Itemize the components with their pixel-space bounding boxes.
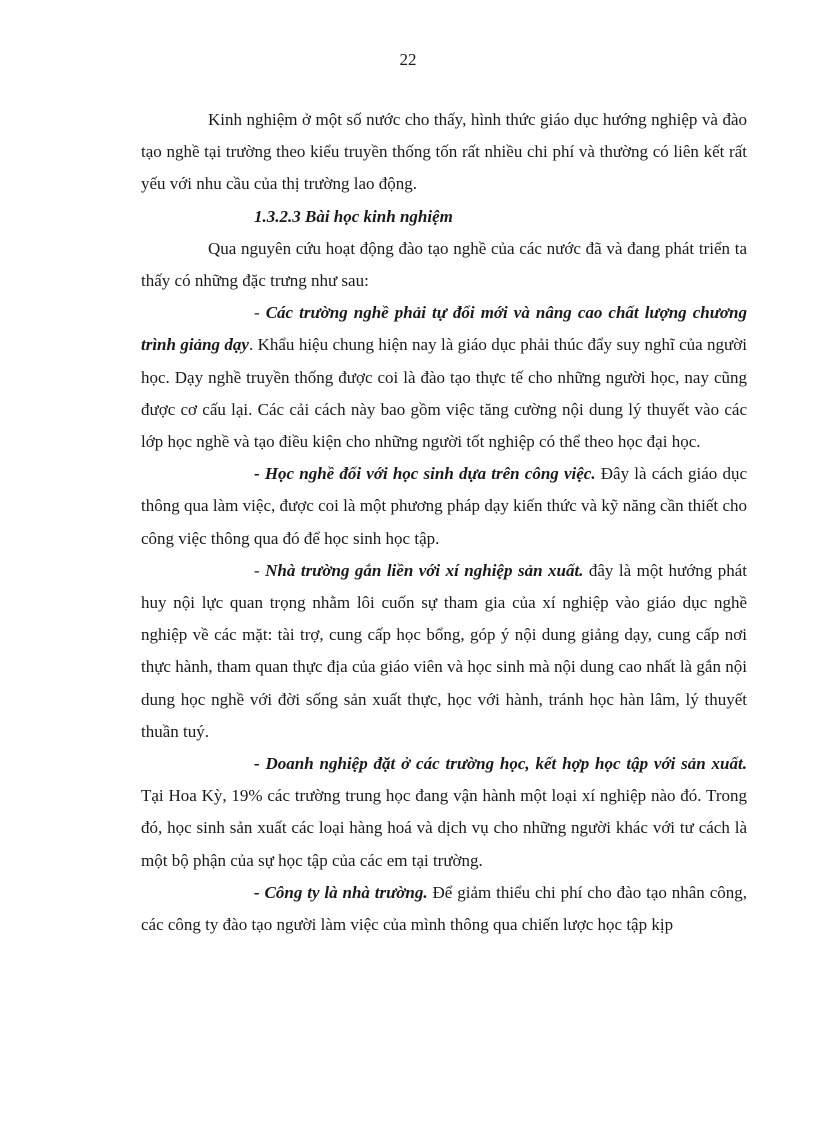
overview-paragraph: Qua nguyên cứu hoạt động đào tạo nghề của các nước đã và đang phát triển ta thấy có những đặc trưng như sau: (141, 238, 747, 291)
section-heading-text: 1.3.2.3 Bài học kinh nghiệm (254, 206, 453, 226)
lesson-item (141, 877, 747, 941)
lesson-item-lead: - Công ty là nhà trường. (254, 882, 428, 902)
page-number: 22 (399, 50, 417, 69)
lesson-item (141, 297, 747, 458)
lesson-item (141, 458, 747, 555)
lesson-item-lead: - Học nghề đối với học sinh dựa trên công việc. (254, 464, 596, 484)
intro-paragraph: Kinh nghiệm ở một số nước cho thấy, hình thức giáo dục hướng nghiệp và đào tạo nghề tại trường theo kiểu truyền thống tốn rất nhiều chi phí và thường có liên kết rất yếu với nhu cầu của thị trường lao động. (141, 110, 747, 194)
lesson-item-prefix: - (254, 303, 266, 323)
lesson-item-lead: Nhà trường gắn liền với xí nghiệp sản xuất. (265, 560, 584, 580)
body-text (141, 104, 747, 941)
section-heading (141, 201, 747, 233)
lesson-item (141, 555, 747, 748)
lesson-item (141, 748, 747, 877)
lesson-item-text: . Khẩu hiệu chung hiện nay là giáo dục phải thúc đẩy suy nghĩ của người học. Dạy nghề truyền thống được coi là đào tạo thực tế cho những người học, nay cũng được cơ cấu lại. Các cải cách này bao gồm việc tăng cường nội dung lý thuyết vào các lớp học nghề và tạo điều kiện cho những người tốt nghiệp có thể theo học đại học. (141, 335, 747, 452)
lesson-item-lead: Các trường nghề phải tự đổi mới và nâng cao chất lượng chương trình giảng dạy (141, 303, 747, 355)
lesson-item-lead: - Doanh nghiệp đặt ở các trường học, kết hợp học tập với sản xuất. (254, 754, 747, 774)
lesson-item-text: Tại Hoa Kỳ, 19% các trường trung học đang vận hành một loại xí nghiệp nào đó. Trong đó, học sinh sản xuất các loại hàng hoá và dịch vụ cho những người khác với tư cách là một bộ phận của sự học tập của các em tại trường. (141, 786, 747, 870)
lesson-item-text: Đây là cách giáo dục thông qua làm việc, được coi là một phương pháp dạy kiến thức và kỹ năng cần thiết cho công việc thông qua đó để học sinh học tập. (141, 464, 747, 548)
lesson-item-text: Để giảm thiểu chi phí cho đào tạo nhân công, các công ty đào tạo người làm việc của mình thông qua chiến lược học tập kịp (141, 882, 747, 935)
lesson-item-text: đây là một hướng phát huy nội lực quan trọng nhằm lôi cuốn sự tham gia của xí nghiệp vào giáo dục nghề nghiệp về các mặt: tài trợ, cung cấp học bổng, góp ý nội dung giảng dạy, cung cấp nơi thực hành, tham quan thực địa của giáo viên và học sinh mà nội dung cao nhất là gắn nội dung học nghề với đời sống sản xuất thực, học với hành, tránh học hàn lâm, lý thuyết thuần tuý. (141, 560, 747, 741)
lesson-item-prefix: - (254, 560, 266, 580)
